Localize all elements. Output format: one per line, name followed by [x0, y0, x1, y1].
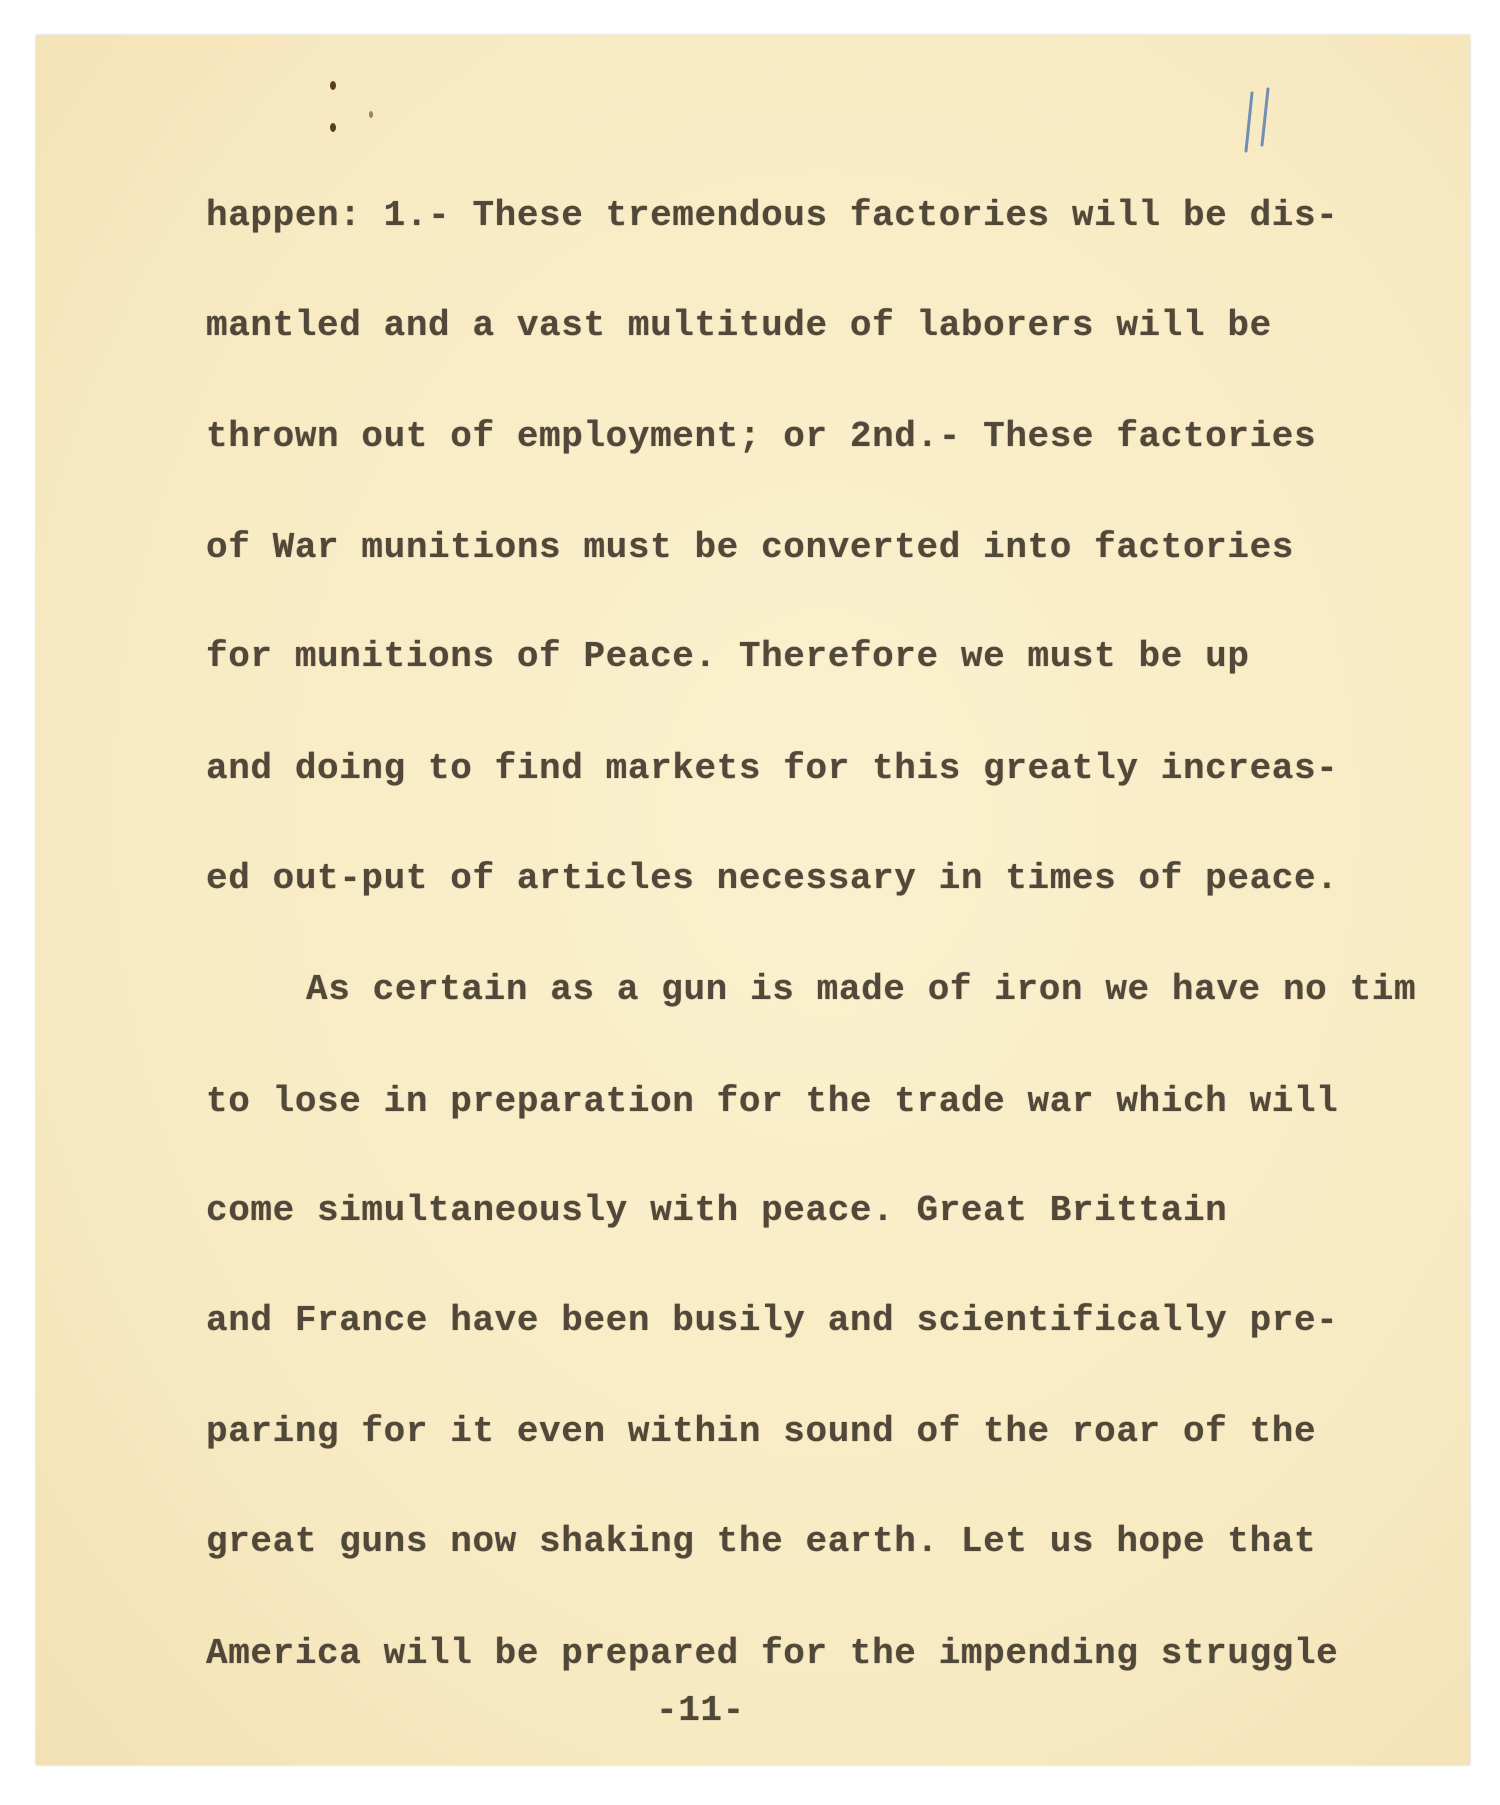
text-line: great guns now shaking the earth. Let us hope that	[206, 1521, 1317, 1562]
text-line: mantled and a vast multitude of laborers will be	[206, 305, 1272, 346]
punch-hole	[330, 81, 336, 90]
text-line: of War munitions must be converted into factories	[206, 527, 1294, 568]
punch-hole	[369, 111, 373, 118]
text-line: and doing to find markets for this greatly increas-	[206, 748, 1339, 789]
page-number: -11-	[656, 1690, 745, 1731]
text-line: come simultaneously with peace. Great Brittain	[206, 1190, 1228, 1231]
document-page	[36, 35, 1470, 1765]
text-line: to lose in preparation for the trade war which will	[206, 1081, 1339, 1122]
text-line: paring for it even within sound of the roar of the	[206, 1411, 1317, 1452]
text-line: America will be prepared for the impending struggle	[206, 1633, 1339, 1674]
text-line: happen: 1.- These tremendous factories will be dis-	[206, 195, 1339, 236]
text-line: thrown out of employment; or 2nd.- These factories	[206, 416, 1317, 457]
punch-hole	[330, 123, 336, 132]
text-line: and France have been busily and scientifically pre-	[206, 1300, 1339, 1341]
handwritten-page-mark	[1242, 85, 1282, 155]
text-line: for munitions of Peace. Therefore we must be up	[206, 636, 1250, 677]
text-line: As certain as a gun is made of iron we have no tim	[306, 969, 1417, 1010]
text-line: ed out-put of articles necessary in times of peace.	[206, 858, 1339, 899]
